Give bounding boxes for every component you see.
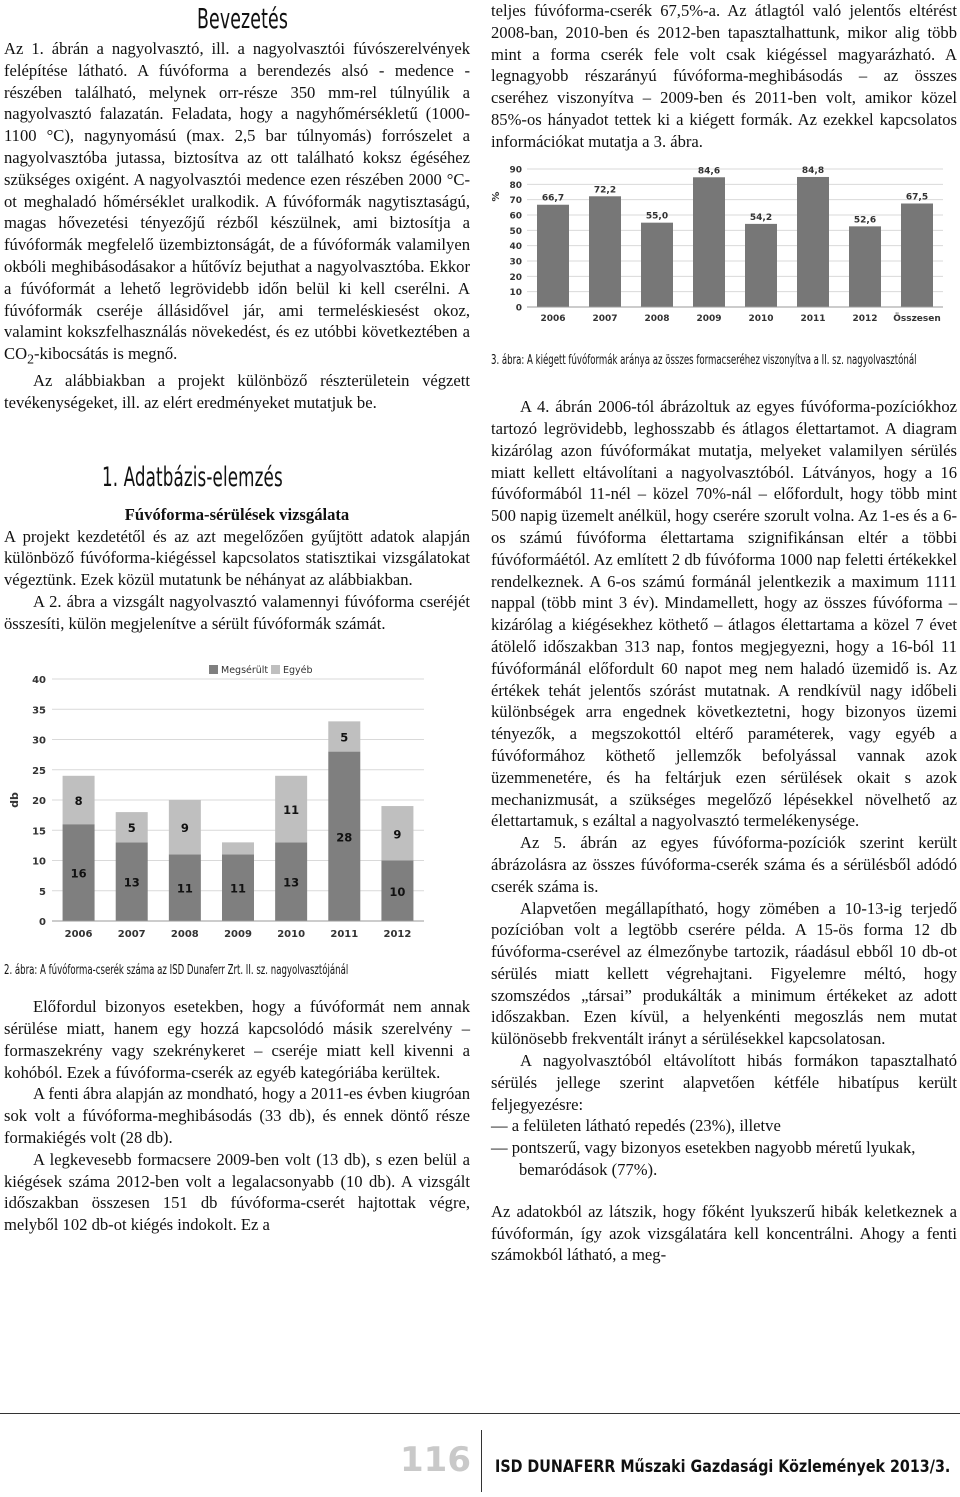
x-tick-label: 2009 <box>224 928 252 940</box>
y-tick-label: 90 <box>509 165 522 176</box>
y-tick-label: 50 <box>509 226 522 237</box>
intro-paragraph <box>4 38 470 370</box>
x-tick-label: 2006 <box>540 313 566 324</box>
y-tick-label: 20 <box>509 272 522 283</box>
y-tick-label: 15 <box>32 825 46 837</box>
figure-3-caption: 3. ábra: A kiégett fúvóformák aránya az összes formacseréhez viszonyítva a II. sz. nagyolvasztónál <box>491 353 917 369</box>
y-tick-label: 80 <box>509 180 522 191</box>
data-label: 54,2 <box>749 212 773 223</box>
heading-database-analysis: 1. Adatbázis-elemzés <box>101 461 283 493</box>
x-tick-label: 2009 <box>696 313 722 324</box>
left-column <box>4 0 470 1236</box>
y-tick-label: 10 <box>509 287 522 298</box>
data-label: 13 <box>283 875 300 890</box>
y-tick-label: 20 <box>32 795 46 807</box>
x-tick-label: 2010 <box>748 313 774 324</box>
right-column <box>491 0 957 1266</box>
paragraph-totals: A legkevesebb formacsere 2009-ben volt (13 db), s ezen belül a kiégések száma 2012-ben volt a legalacsonyabb (10 db). A vizsgált időszakban összesen 151 db fúvóforma-cserét hajtottak végre, melyből 102 db-ot kiégés indokolt. Ez a <box>4 1149 470 1235</box>
data-label: 10 <box>389 884 406 899</box>
data-label: 9 <box>180 820 189 835</box>
paragraph-positions: Alapvetően megállapítható, hogy zömében a 10-13-ig terjedő pozícióban volt a legtöbb cserére példa. A 15-ös forma 12 db fúvóforma-cserével az élmezőnybe tartozik, ráadásul ebből 10 db-ot sérülés miatt kellett végrehajtani. Figyelemre méltó, hogy szomszédos „társai” produkálták a minimum értékeket az adott időszakban. Ezen kívül, a helyenkénti megoszlás nem mutat különösebb frekventált irányt a sérülésekkel kapcsolatosan. <box>491 898 957 1049</box>
paragraph-overview: Az alábbiakban a projekt különböző részterületein végzett tevékenységeket, ill. az elért eredményeket mutatjuk be. <box>4 371 470 413</box>
paragraph-other-category: Előfordul bizonyos esetekben, hogy a fúvóformát nem annak sérülése miatt, hanem egy hozzá kapcsolódó másik szerelvény – formaszekrény vagy szekrénykeret – cseréje miatt kell kivenni a kohóból. Ezek a fúvóforma-cserék az egyéb kategóriába kerültek. <box>4 997 470 1082</box>
paragraph-fig2-intro: A 2. ábra a vizsgált nagyolvasztó valamennyi fúvóforma cseréjét összesíti, külön megjelenítve a sérült fúvóformák számát. <box>4 592 470 633</box>
legend-label-egyeb: Egyéb <box>283 664 313 676</box>
bar-ratio <box>849 226 881 307</box>
paragraph-burnout-ratio: teljes fúvóforma-cserék 67,5%-a. Az átlagtól való jelentős eltérést 2008-ban, 2010-ben és 2012-ben tapasztalhattunk, mikor alig több mint a forma cserék fele volt csak kiégéssel magyarázható. A legnagyobb részarányú fúvóforma-meghibásodás – az összes cseréhez viszonyítva – 2009-ben és 2011-ben volt, amikor közel 85%-os hányadot tettek ki a kiégett formák. Az ezekkel kapcsolatos információkat mutatja a 3. ábra. <box>491 1 957 151</box>
subheading-tuyere-damage: Fúvóforma-sérülések vizsgálata <box>124 504 350 524</box>
list-item-holes: — pontszerű, vagy bizonyos esetekben nagyobb méretű lyukak, bemaródások (77%). <box>491 1138 916 1180</box>
bar-ratio <box>693 177 725 307</box>
data-label: 11 <box>176 881 193 896</box>
journal-title: ISD DUNAFERR Műszaki Gazdasági Közlemények 2013/3. <box>495 1457 951 1477</box>
y-tick-label: 60 <box>509 211 522 222</box>
data-label: 67,5 <box>905 192 929 203</box>
paragraph-defect-types: A nagyolvasztóból eltávolított hibás formákon tapasztalható sérülés jellege szerint alapvetően kétféle hibatípus került feljegyezésre: <box>491 1051 957 1114</box>
figure-2-caption: 2. ábra: A fúvóforma-cserék száma az ISD Dunaferr Zrt. II. sz. nagyolvasztójánál <box>4 963 349 979</box>
y-axis-label: db <box>8 791 21 808</box>
legend-label-megserult: Megsérült <box>221 664 269 676</box>
intro-text: Az 1. ábrán a nagyolvasztó, ill. a nagyolvasztói fúvószerelvények felépítése látható. A fúvóforma a berendezés alsó - medence - részében található, melynek orr-része 350 mm-rel túlnyúlik a nagyolvasztó falazatán. Feladata, hogy a nagyhőmérsékletű (1000-1100 °C), nagynyomású (max. 2,5 bar túlnyomás) forrószelet a nagyolvasztóba jutassa, biztosítva az ott található koksz égéséhez szükséges oxigént. A nagyolvasztói medence ezen részében 2000 °C-ot meghaladó hőmérséklet uralkodik. A fúvóformák nagytisztaságú, magas hővezetési tényezőjű rézből készülnek, ami biztosítja a fúvóformák megfelelő üzembiztonságát, de a fúvóformák valamilyen okbóli meghibásodásakor a hűtővíz bejuthat a nagyolvasztóba. Ekkor a fúvóformát a lehető legrövidebb időn belül ki kell cserélni. A fúvóformák cseréje állásidővel jár, ami termeléskiesést okoz, valamint kokszfelhasználás növekedést, és ez utóbbi következtében a CO <box>4 39 470 364</box>
paragraph-2011-peak: A fenti ábra alapján az mondható, hogy a 2011-es évben kiugróan sok volt a fúvóforma-meghibásodás (33 db), és ennek döntő része formakiégés volt (28 db). <box>4 1084 470 1148</box>
x-tick-label: 2008 <box>170 928 199 940</box>
x-tick-label: 2007 <box>592 313 618 324</box>
heading-intro: Bevezetés <box>197 2 288 35</box>
legend-swatch-egyeb <box>271 665 280 674</box>
x-tick-label: Összesen <box>893 313 941 324</box>
y-axis-label: % <box>491 191 502 202</box>
x-tick-label: 2007 <box>117 928 146 940</box>
data-label: 52,6 <box>853 214 877 225</box>
data-label: 9 <box>393 826 402 841</box>
y-tick-label: 30 <box>32 735 46 747</box>
bar-egyeb <box>222 842 254 854</box>
list-item-cracks: — a felületen látható repedés (23%), illetve <box>491 1116 781 1136</box>
data-label: 8 <box>74 793 83 808</box>
x-tick-label: 2006 <box>64 928 93 940</box>
data-label: 28 <box>336 829 353 844</box>
bar-ratio <box>797 177 829 307</box>
footer-rule <box>0 1413 960 1414</box>
intro-subscript: 2 <box>27 351 34 367</box>
bar-ratio <box>589 196 621 307</box>
paragraph-statistics: A projekt kezdetétől és az azt megelőzően gyűjtött adatok alapján különböző fúvóforma-kiégéssel kapcsolatos statisztikai vizsgálatokat végeztünk. Ezek közül mutatunk be néhányat az alábbiakban. <box>4 526 470 590</box>
y-tick-label: 70 <box>509 195 522 206</box>
intro-text-tail: -kibocsátás is megnő. <box>33 344 178 364</box>
footer-divider <box>481 1430 482 1492</box>
data-label: 72,2 <box>593 184 617 195</box>
x-tick-label: 2012 <box>852 313 878 324</box>
x-tick-label: 2008 <box>644 313 670 324</box>
data-label: 11 <box>229 881 247 896</box>
legend-swatch-megserult <box>209 665 218 674</box>
data-label: 84,8 <box>801 165 825 176</box>
data-label: 11 <box>283 802 300 817</box>
paragraph-conclusion: Az adatokból az látszik, hogy főként lyukszerű hibák keletkeznek a fúvóformán, így azok vizsgálatára kell koncentrálni. Ahogy a fenti számokból látható, a meg- <box>491 1201 957 1265</box>
y-tick-label: 40 <box>32 674 46 686</box>
y-tick-label: 30 <box>509 257 522 268</box>
y-tick-label: 0 <box>515 303 522 314</box>
data-label: 55,0 <box>645 211 669 222</box>
paragraph-fig5-intro: Az 5. ábrán az egyes fúvóforma-pozíciók szerint került ábrázolásra az összes fúvóforma-cserék száma és a sérülésből adódó cserék száma is. <box>491 833 957 896</box>
x-tick-label: 2011 <box>330 928 359 940</box>
x-tick-label: 2012 <box>383 928 412 940</box>
bar-ratio <box>745 223 777 306</box>
data-label: 5 <box>340 730 349 745</box>
y-tick-label: 0 <box>39 916 46 928</box>
page-number: 116 <box>400 1440 471 1480</box>
figure-3-svg <box>491 161 953 333</box>
data-label: 5 <box>127 820 136 835</box>
data-label: 66,7 <box>541 193 565 204</box>
y-tick-label: 40 <box>509 241 522 252</box>
y-tick-label: 10 <box>32 856 46 868</box>
data-label: 13 <box>123 875 140 890</box>
figure-3-chart <box>491 161 957 339</box>
x-tick-label: 2010 <box>277 928 306 940</box>
x-tick-label: 2011 <box>800 313 826 324</box>
bar-ratio <box>641 222 673 306</box>
y-tick-label: 5 <box>39 886 46 898</box>
y-tick-label: 35 <box>32 704 46 716</box>
data-label: 16 <box>70 866 87 881</box>
y-tick-label: 25 <box>32 765 46 777</box>
bar-ratio <box>537 204 569 306</box>
data-label: 84,6 <box>697 165 721 176</box>
paragraph-fig4-lifetime: A 4. ábrán 2006-tól ábrázoltuk az egyes fúvóforma-pozíciókhoz tartozó legrövidebb, leghosszabb és átlagos élettartamot. A diagram kizárólag azon fúvóformákat mutatja, melyeket valamilyen sérülés miatt kellett eltávolítani a nagyolvasztóból. Látványos, hogy a 16 fúvóformából 11-nél – közel 70%-nál – előfordult, hogy több mint 500 napig üzemelt anélkül, hogy cserére szorult volna. Az 1-es és a 6-os számú fúvóforma élettartama szignifikánsan eltér a többi fúvóformáétól. Az említett 2 db fúvóforma 1000 nap feletti értékekkel rendelkeznek. A 6-os számú formánál jelentkezik a maximum 1111 nappal (több mint 3 év). Mindamellett, hogy az összes fúvóforma – kizárólag a kiégésekhez köthető – átlagos élettartama a közel 7 évet átölelő időszakban 313 nap, fontos megjegyezni, hogy a 16-ból 11 fúvóformánál előfordult 60 napot meg nem haladó üzemidő is. Az értékek tehát jelentős szórást mutatnak. A rendkívül nagy időbeli különbségek arra engednek következtetni, hogy bizonyos üzemi tényezők, a megszokottól eltérő paraméterek, vagy egyéb a fúvóformához köthető jellemzők befolyással vannak azok üzemmenetére, és ha feltárjuk ezen sérülések okait s azok mechanizmusát, a szükséges megelőző lépésekkel növelhető az élettartamuk, s ezáltal a nagyolvasztó termelékenysége. <box>491 397 957 831</box>
bar-ratio <box>901 203 933 307</box>
figure-2-chart <box>4 657 470 955</box>
figure-2-svg <box>4 657 436 949</box>
